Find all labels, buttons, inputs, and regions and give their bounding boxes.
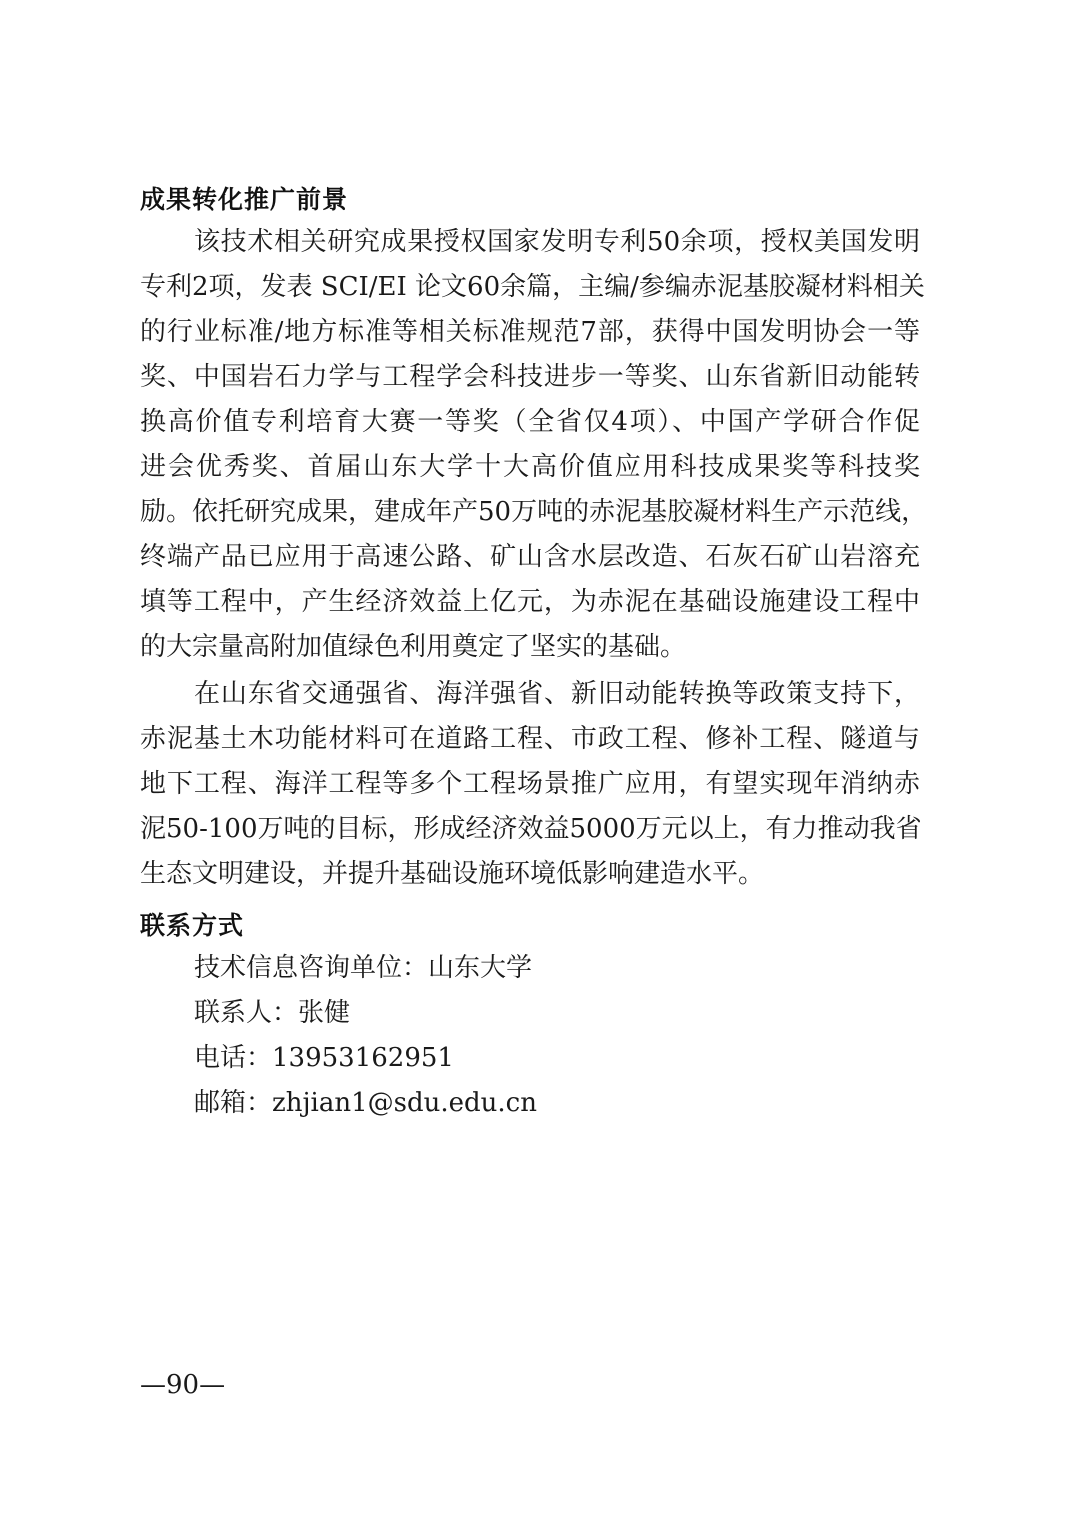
paragraph-line: 在山东省交通强省、海洋强省、新旧动能转换等政策支持下， xyxy=(194,679,920,709)
paragraph-line: 换高价值专利培育大赛一等奖（全省仅4项）、中国产学研合作促 xyxy=(140,407,920,437)
paragraph-line: 专利2项，发表 SCI/EI 论文60余篇，主编/参编赤泥基胶凝材料相关 xyxy=(140,272,925,302)
page-number: —90— xyxy=(140,1370,226,1400)
contact-person: 联系人：张健 xyxy=(194,998,351,1028)
paragraph-line: 励。依托研究成果，建成年产50万吨的赤泥基胶凝材料生产示范线， xyxy=(140,497,928,527)
paragraph-line: 地下工程、海洋工程等多个工程场景推广应用，有望实现年消纳赤 xyxy=(140,769,920,799)
paragraph-line: 生态文明建设，并提升基础设施环境低影响建造水平。 xyxy=(140,859,765,889)
paragraph-line: 的大宗量高附加值绿色利用奠定了坚实的基础。 xyxy=(140,632,687,662)
contact-email: 邮箱：zhjian1@sdu.edu.cn xyxy=(194,1088,537,1118)
contact-phone: 电话：13953162951 xyxy=(194,1043,454,1073)
paragraph-line: 的行业标准/地方标准等相关标准规范7部，获得中国发明协会一等 xyxy=(140,317,920,347)
paragraph-line: 进会优秀奖、首届山东大学十大高价值应用科技成果奖等科技奖 xyxy=(140,452,920,482)
paragraph-line: 终端产品已应用于高速公路、矿山含水层改造、石灰石矿山岩溶充 xyxy=(140,542,920,572)
paragraph-line: 该技术相关研究成果授权国家发明专利50余项，授权美国发明 xyxy=(194,227,920,257)
contact-organization: 技术信息咨询单位：山东大学 xyxy=(194,953,533,983)
paragraph-line: 填等工程中，产生经济效益上亿元，为赤泥在基础设施建设工程中 xyxy=(140,587,920,617)
section-heading-prospects: 成果转化推广前景 xyxy=(140,185,349,214)
paragraph-line: 赤泥基土木功能材料可在道路工程、市政工程、修补工程、隧道与 xyxy=(140,724,920,754)
section-heading-contact: 联系方式 xyxy=(140,911,245,940)
paragraph-line: 泥50-100万吨的目标，形成经济效益5000万元以上，有力推动我省 xyxy=(140,814,922,844)
paragraph-line: 奖、中国岩石力学与工程学会科技进步一等奖、山东省新旧动能转 xyxy=(140,362,920,392)
